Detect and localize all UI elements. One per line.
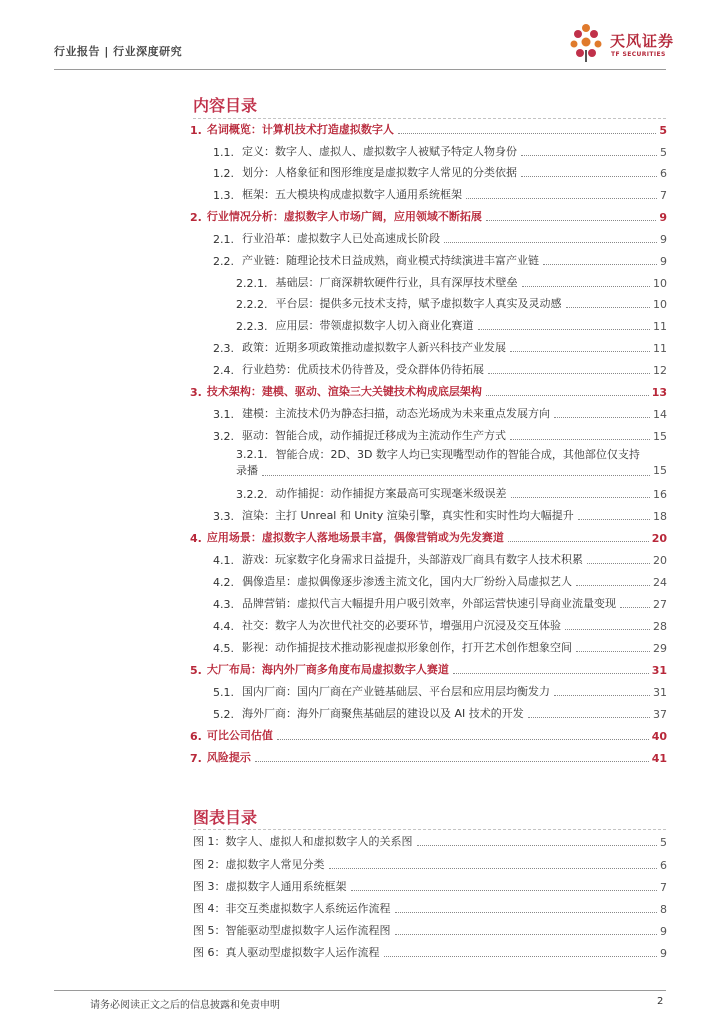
toc-entry-number: 2.2.2. [236,298,268,311]
toc-entry[interactable] [190,727,667,743]
toc-entry-number: 3.2.2. [236,488,268,501]
leader-dots [398,133,657,134]
leader-dots [466,198,657,199]
toc-entry-number: 3.2. [213,430,234,443]
toc-entry-text: 平台层：提供多元技术支持，赋予虚拟数字人真实及灵动感 [275,297,562,310]
toc-entry-text: 大厂布局：海内外厂商多角度布局虚拟数字人赛道 [206,663,449,676]
figure-entry-text: 图 2：虚拟数字人常见分类 [193,858,325,871]
toc-entry-page: 13 [651,386,667,399]
figures-title-rule [193,829,666,830]
toc-entry[interactable] [236,317,667,333]
toc-entry-page: 27 [653,598,667,611]
toc-entry-text: 应用层：带领虚拟数字人切入商业化赛道 [275,319,474,332]
figure-entry-text: 图 3：虚拟数字人通用系统框架 [193,880,347,893]
figure-entry-page: 8 [660,903,667,916]
toc-entry-page: 11 [653,320,667,333]
toc-entry-text: 名词概览：计算机技术打造虚拟数字人 [206,123,394,136]
toc-entry[interactable] [190,529,667,545]
leader-dots [528,717,650,718]
figure-entry-page: 9 [660,947,667,960]
leader-dots [510,351,650,352]
toc-entry-page: 20 [651,532,667,545]
leader-dots [444,242,657,243]
figure-entry[interactable] [193,833,667,849]
toc-entry-text: 智能合成：2D、3D 数字人均已实现嘴型动作的智能合成，其他部位仅支持 [275,448,640,461]
toc-entry-text: 行业沿革：虚拟数字人已处高速成长阶段 [242,232,440,245]
toc-entry-text: 行业情况分析：虚拟数字人市场广阔，应用领域不断拓展 [206,210,482,223]
leader-dots [486,395,649,396]
toc-entry-number: 4.5. [213,642,234,655]
figure-entry-page: 9 [660,925,667,938]
toc-entry-text: 偶像造星：虚拟偶像逐步渗透主流文化，国内大厂纷纷入局虚拟艺人 [242,575,572,588]
figure-entry-page: 7 [660,881,667,894]
toc-entry-text: 划分：人格象征和图形维度是虚拟数字人常见的分类依据 [242,166,517,179]
toc-entry[interactable] [213,405,667,421]
toc-entry-number: 4.3. [213,598,234,611]
leader-dots [587,563,650,564]
leader-dots [395,934,658,935]
toc-entry-number: 2.2. [213,255,234,268]
toc-entry-text: 产业链：随理论技术日益成熟，商业模式持续演进丰富产业链 [242,254,539,267]
figure-entry-page: 5 [660,836,667,849]
toc-entry[interactable] [236,485,667,501]
toc-entry-text: 框架：五大模块构成虚拟数字人通用系统框架 [242,188,462,201]
toc-entry-text: 国内厂商：国内厂商在产业链基础层、平台层和应用层均衡发力 [242,685,550,698]
toc-entry-page: 24 [653,576,667,589]
leader-dots [543,264,657,265]
toc-entry-page: 14 [653,408,667,421]
toc-entry-text: 渲染：主打 Unreal 和 Unity 渲染引擎，真实性和实时性均大幅提升 [242,509,574,522]
leader-dots [488,373,650,374]
toc-entry[interactable] [213,361,667,377]
brand-name-cn: 天风证券 [610,32,675,50]
toc-entry[interactable] [236,295,667,311]
toc-entry-number: 6. [190,730,202,743]
leader-dots [521,155,657,156]
toc-entry-number: 1. [190,124,202,137]
leader-dots [554,417,650,418]
leader-dots [329,868,658,869]
toc-title-rule [193,118,666,119]
figures-title: 图表目录 [193,808,258,827]
figure-entry[interactable] [193,944,667,960]
toc-entry-page: 15 [653,430,667,443]
toc-entry-number: 2. [190,211,202,224]
leader-dots [566,307,651,308]
figure-entry[interactable] [193,900,667,916]
toc-entry-number: 1.1. [213,146,234,159]
figure-entry[interactable] [193,878,667,894]
toc-entry[interactable] [213,639,667,655]
toc-entry-number: 3.3. [213,510,234,523]
toc-entry-number: 3.1. [213,408,234,421]
toc-entry-number: 4.2. [213,576,234,589]
toc-entry-text: 政策：近期多项政策推动虚拟数字人新兴科技产业发展 [242,341,506,354]
leader-dots [277,739,649,740]
toc-entry-page: 31 [651,664,667,677]
footer-divider [54,990,666,991]
toc-entry-text: 技术架构：建模、驱动、渲染三大关键技术构成底层架构 [206,385,482,398]
toc-entry-page: 16 [653,488,667,501]
toc-entry-page: 7 [660,189,667,202]
figure-entry-text: 图 5：智能驱动型虚拟数字人运作流程图 [193,924,391,937]
toc-entry-text: 行业趋势：优质技术仍待普及，受众群体仍待拓展 [242,363,484,376]
toc-entry-page: 40 [651,730,667,743]
leader-dots [511,497,651,498]
toc-entry-page: 10 [653,277,667,290]
toc-entry-page: 29 [653,642,667,655]
toc-entry-text: 基础层：厂商深耕软硬件行业，具有深厚技术壁垒 [275,276,518,289]
toc-entry-number: 4.4. [213,620,234,633]
toc-entry-number: 5.1. [213,686,234,699]
page-number: 2 [657,996,664,1007]
leader-dots [576,651,650,652]
toc-entry[interactable] [236,447,667,479]
toc-entry[interactable] [213,339,667,355]
toc-entry[interactable] [213,617,667,633]
toc-entry-page: 6 [660,167,667,180]
toc-entry-page: 9 [659,211,667,224]
toc-entry-page: 18 [653,510,667,523]
toc-entry-number: 1.2. [213,167,234,180]
leader-dots [620,607,650,608]
toc-entry[interactable] [213,705,667,721]
toc-entry-text: 定义：数字人、虚拟人、虚拟数字人被赋予特定人物身份 [242,145,517,158]
toc-entry[interactable] [213,186,667,202]
toc-entry-number: 3.2.1. [236,448,268,461]
toc-entry-page: 9 [660,233,667,246]
toc-entry-page: 9 [660,255,667,268]
figure-entry-text: 图 1：数字人、虚拟人和虚拟数字人的关系图 [193,835,413,848]
toc-entry[interactable] [190,208,667,224]
leader-dots [453,673,649,674]
toc-entry-number: 4. [190,532,202,545]
toc-entry-number: 5.2. [213,708,234,721]
toc-entry-number: 2.3. [213,342,234,355]
toc-entry[interactable] [213,595,667,611]
figure-entry-page: 6 [660,859,667,872]
toc-entry[interactable] [190,121,667,137]
toc-entry-page: 15 [653,464,667,477]
toc-entry-text-continued: 录播 [236,464,258,477]
toc-entry-page: 11 [653,342,667,355]
figure-entry-text: 图 6：真人驱动型虚拟数字人运作流程 [193,946,380,959]
leader-dots [554,695,650,696]
toc-entry-text: 建模：主流技术仍为静态扫描，动态光场成为未来重点发展方向 [242,407,550,420]
toc-entry-page: 20 [653,554,667,567]
leader-dots [262,475,650,476]
toc-entry[interactable] [213,683,667,699]
toc-entry[interactable] [190,661,667,677]
toc-entry-page: 28 [653,620,667,633]
toc-entry-text: 品牌营销：虚拟代言大幅提升用户吸引效率，外部运营快速引导商业流量变现 [242,597,616,610]
figure-entry[interactable] [193,922,667,938]
toc-entry[interactable] [213,164,667,180]
toc-entry[interactable] [213,551,667,567]
leader-dots [508,541,649,542]
toc-entry[interactable] [213,252,667,268]
flower-icon [571,24,602,62]
toc-entry[interactable] [213,507,667,523]
toc-entry-page: 31 [653,686,667,699]
toc-entry[interactable] [190,749,667,765]
leader-dots [351,890,658,891]
toc-entry-number: 2.1. [213,233,234,246]
toc-entry-number: 1.3. [213,189,234,202]
toc-entry-number: 2.2.1. [236,277,268,290]
toc-entry-number: 4.1. [213,554,234,567]
leader-dots [578,519,650,520]
leader-dots [478,329,651,330]
toc-entry[interactable] [213,230,667,246]
brand-name-en: TF SECURITIES [611,51,666,58]
toc-entry-text: 风险提示 [206,751,251,764]
figure-entry[interactable] [193,856,667,872]
toc-entry-text: 游戏：玩家数字化身需求日益提升，头部游戏厂商具有数字人技术积累 [242,553,583,566]
toc-entry-number: 2.4. [213,364,234,377]
header-divider [54,69,666,70]
leader-dots [510,439,650,440]
toc-entry-text: 影视：动作捕捉技术推动影视虚拟形象创作，打开艺术创作想象空间 [242,641,572,654]
toc-entry-text: 可比公司估值 [206,729,273,742]
toc-entry[interactable] [213,143,667,159]
toc-entry-page: 37 [653,708,667,721]
toc-entry-page: 10 [653,298,667,311]
leader-dots [486,220,657,221]
leader-dots [395,912,658,913]
toc-title: 内容目录 [193,96,258,115]
leader-dots [522,286,651,287]
footer-disclaimer: 请务必阅读正文之后的信息披露和免责申明 [90,1000,280,1011]
toc-entry[interactable] [190,383,667,399]
leader-dots [384,956,658,957]
toc-entry-number: 7. [190,752,202,765]
toc-entry-page: 41 [651,752,667,765]
toc-entry-text: 海外厂商：海外厂商聚焦基础层的建设以及 AI 技术的开发 [242,707,524,720]
leader-dots [576,585,650,586]
toc-entry[interactable] [213,573,667,589]
toc-entry[interactable] [213,427,667,443]
leader-dots [565,629,650,630]
leader-dots [255,761,649,762]
leader-dots [521,176,657,177]
toc-entry-page: 12 [653,364,667,377]
toc-entry-text: 动作捕捉：动作捕捉方案最高可实现毫米级误差 [275,487,507,500]
leader-dots [417,845,658,846]
report-category-header: 行业报告 | 行业深度研究 [54,45,183,58]
toc-entry-page: 5 [660,146,667,159]
toc-entry-page: 5 [659,124,667,137]
figure-entry-text: 图 4：非交互类虚拟数字人系统运作流程 [193,902,391,915]
toc-entry-text: 社交：数字人为次世代社交的必要环节，增强用户沉浸及交互体验 [242,619,561,632]
toc-entry-number: 3. [190,386,202,399]
toc-entry-text: 应用场景：虚拟数字人落地场景丰富，偶像营销或为先发赛道 [206,531,504,544]
toc-entry-number: 5. [190,664,202,677]
toc-entry[interactable] [236,274,667,290]
toc-entry-number: 2.2.3. [236,320,268,333]
toc-entry-text: 驱动：智能合成，动作捕捉迁移成为主流动作生产方式 [242,429,506,442]
